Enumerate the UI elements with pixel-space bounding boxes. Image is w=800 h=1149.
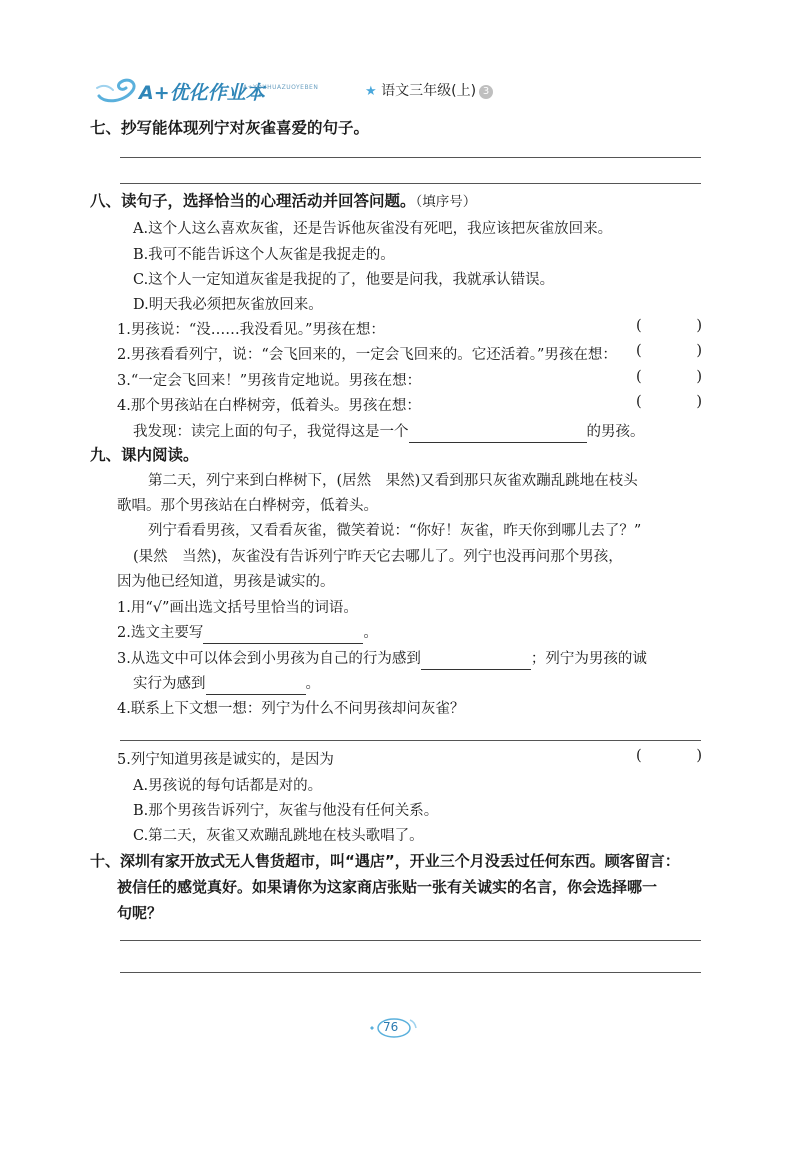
page-header <box>95 74 715 108</box>
passage-line: 因为他已经知道，男孩是诚实的。 <box>117 574 335 590</box>
q9-sub-1: 1.用“√”画出选文括号里恰当的词语。 <box>117 600 358 616</box>
q9-sub-5-option-c: C.第二天，灰雀又欢蹦乱跳地在枝头歌唱了。 <box>133 828 424 844</box>
answer-line[interactable] <box>120 972 701 973</box>
q9-sub-5: 5.列宁知道男孩是诚实的，是因为 <box>117 752 334 768</box>
brand-subtitle: A+YOUHUAZUOYEBEN <box>243 84 319 91</box>
q8-item-4: 4.那个男孩站在白桦树旁，低着头。男孩在想： <box>117 398 421 414</box>
q8-title-note: （填序号） <box>415 194 477 210</box>
fill-blank[interactable] <box>421 653 531 670</box>
q9-sub-5-option-a: A.男孩说的每句话都是对的。 <box>133 778 323 794</box>
fill-blank[interactable] <box>203 627 363 644</box>
answer-line[interactable] <box>120 940 701 941</box>
answer-paren[interactable]: ( ) <box>636 369 702 385</box>
fill-blank[interactable] <box>409 426 587 443</box>
answer-paren[interactable]: ( ) <box>636 394 702 410</box>
q8-option-a: A.这个人这么喜欢灰雀，还是告诉他灰雀没有死吧，我应该把灰雀放回来。 <box>133 221 613 237</box>
page-number-text: 76 <box>383 1020 399 1034</box>
answer-line[interactable] <box>120 157 701 158</box>
q8-option-c: C.这个人一定知道灰雀是我捉的了，他要是问我，我就承认错误。 <box>133 272 555 288</box>
subject-grade <box>365 80 493 100</box>
q8-item-2: 2.男孩看看列宁，说：“会飞回来的，一定会飞回来的。它还活着。”男孩在想： <box>117 347 617 363</box>
answer-line[interactable] <box>120 183 701 184</box>
answer-paren[interactable]: ( ) <box>636 318 702 334</box>
q8-title-row <box>90 189 476 211</box>
q8-item-1: 1.男孩说：“没……我没看见。”男孩在想： <box>117 322 385 338</box>
answer-line[interactable] <box>120 740 701 741</box>
q9-sub-2: 2.选文主要写 。 <box>117 621 378 644</box>
brand-title: A+优化作业本 <box>139 82 265 104</box>
page-number <box>366 1016 422 1040</box>
q9-sub-4: 4.联系上下文想一想：列宁为什么不问男孩却问灰雀？ <box>117 701 465 717</box>
q8-title: 八、读句子，选择恰当的心理活动并回答问题。 <box>90 192 416 210</box>
passage-line: 列宁看看男孩，又看看灰雀，微笑着说：“你好！灰雀，昨天你到哪儿去了？” <box>148 523 642 539</box>
q8-option-b: B.我可不能告诉这个人灰雀是我捉走的。 <box>133 247 395 263</box>
q9-sub-3: 3.从选文中可以体会到小男孩为自己的行为感到 ；列宁为男孩的诚 <box>117 647 647 670</box>
q9-sub-5-option-b: B.那个男孩告诉列宁，灰雀与他没有任何关系。 <box>133 803 439 819</box>
q8-item-3: 3.“一定会飞回来！”男孩肯定地说。男孩在想： <box>117 373 422 389</box>
swirl-logo-icon <box>95 74 143 104</box>
q8-finding: 我发现：读完上面的句子，我觉得这是一个 的男孩。 <box>133 420 645 443</box>
q9-title: 九、课内阅读。 <box>90 446 199 464</box>
q7-title: 七、抄写能体现列宁对灰雀喜爱的句子。 <box>90 119 370 137</box>
answer-paren[interactable]: ( ) <box>636 748 702 764</box>
passage-line: (果然 当然)，灰雀没有告诉列宁昨天它去哪儿了。列宁也没再问那个男孩， <box>133 549 623 565</box>
passage-line: 第二天，列宁来到白桦树下，(居然 果然)又看到那只灰雀欢蹦乱跳地在枝头 <box>148 473 638 489</box>
edition-badge: 3 <box>479 85 493 99</box>
q9-sub-3-cont: 实行为感到 。 <box>133 672 320 695</box>
q10-line-1: 十、深圳有家开放式无人售货超市，叫“遇店”，开业三个月没丢过任何东西。顾客留言： <box>90 852 680 870</box>
subject-label: 语文三年级(上) <box>381 83 477 99</box>
star-icon: ★ <box>365 84 377 99</box>
answer-paren[interactable]: ( ) <box>636 343 702 359</box>
passage-line: 歌唱。那个男孩站在白桦树旁，低着头。 <box>117 498 378 514</box>
q10-line-3: 句呢？ <box>117 904 163 922</box>
q8-option-d: D.明天我必须把灰雀放回来。 <box>133 297 323 313</box>
q10-line-2: 被信任的感觉真好。如果请你为这家商店张贴一张有关诚实的名言，你会选择哪一 <box>117 878 658 896</box>
fill-blank[interactable] <box>206 678 306 695</box>
